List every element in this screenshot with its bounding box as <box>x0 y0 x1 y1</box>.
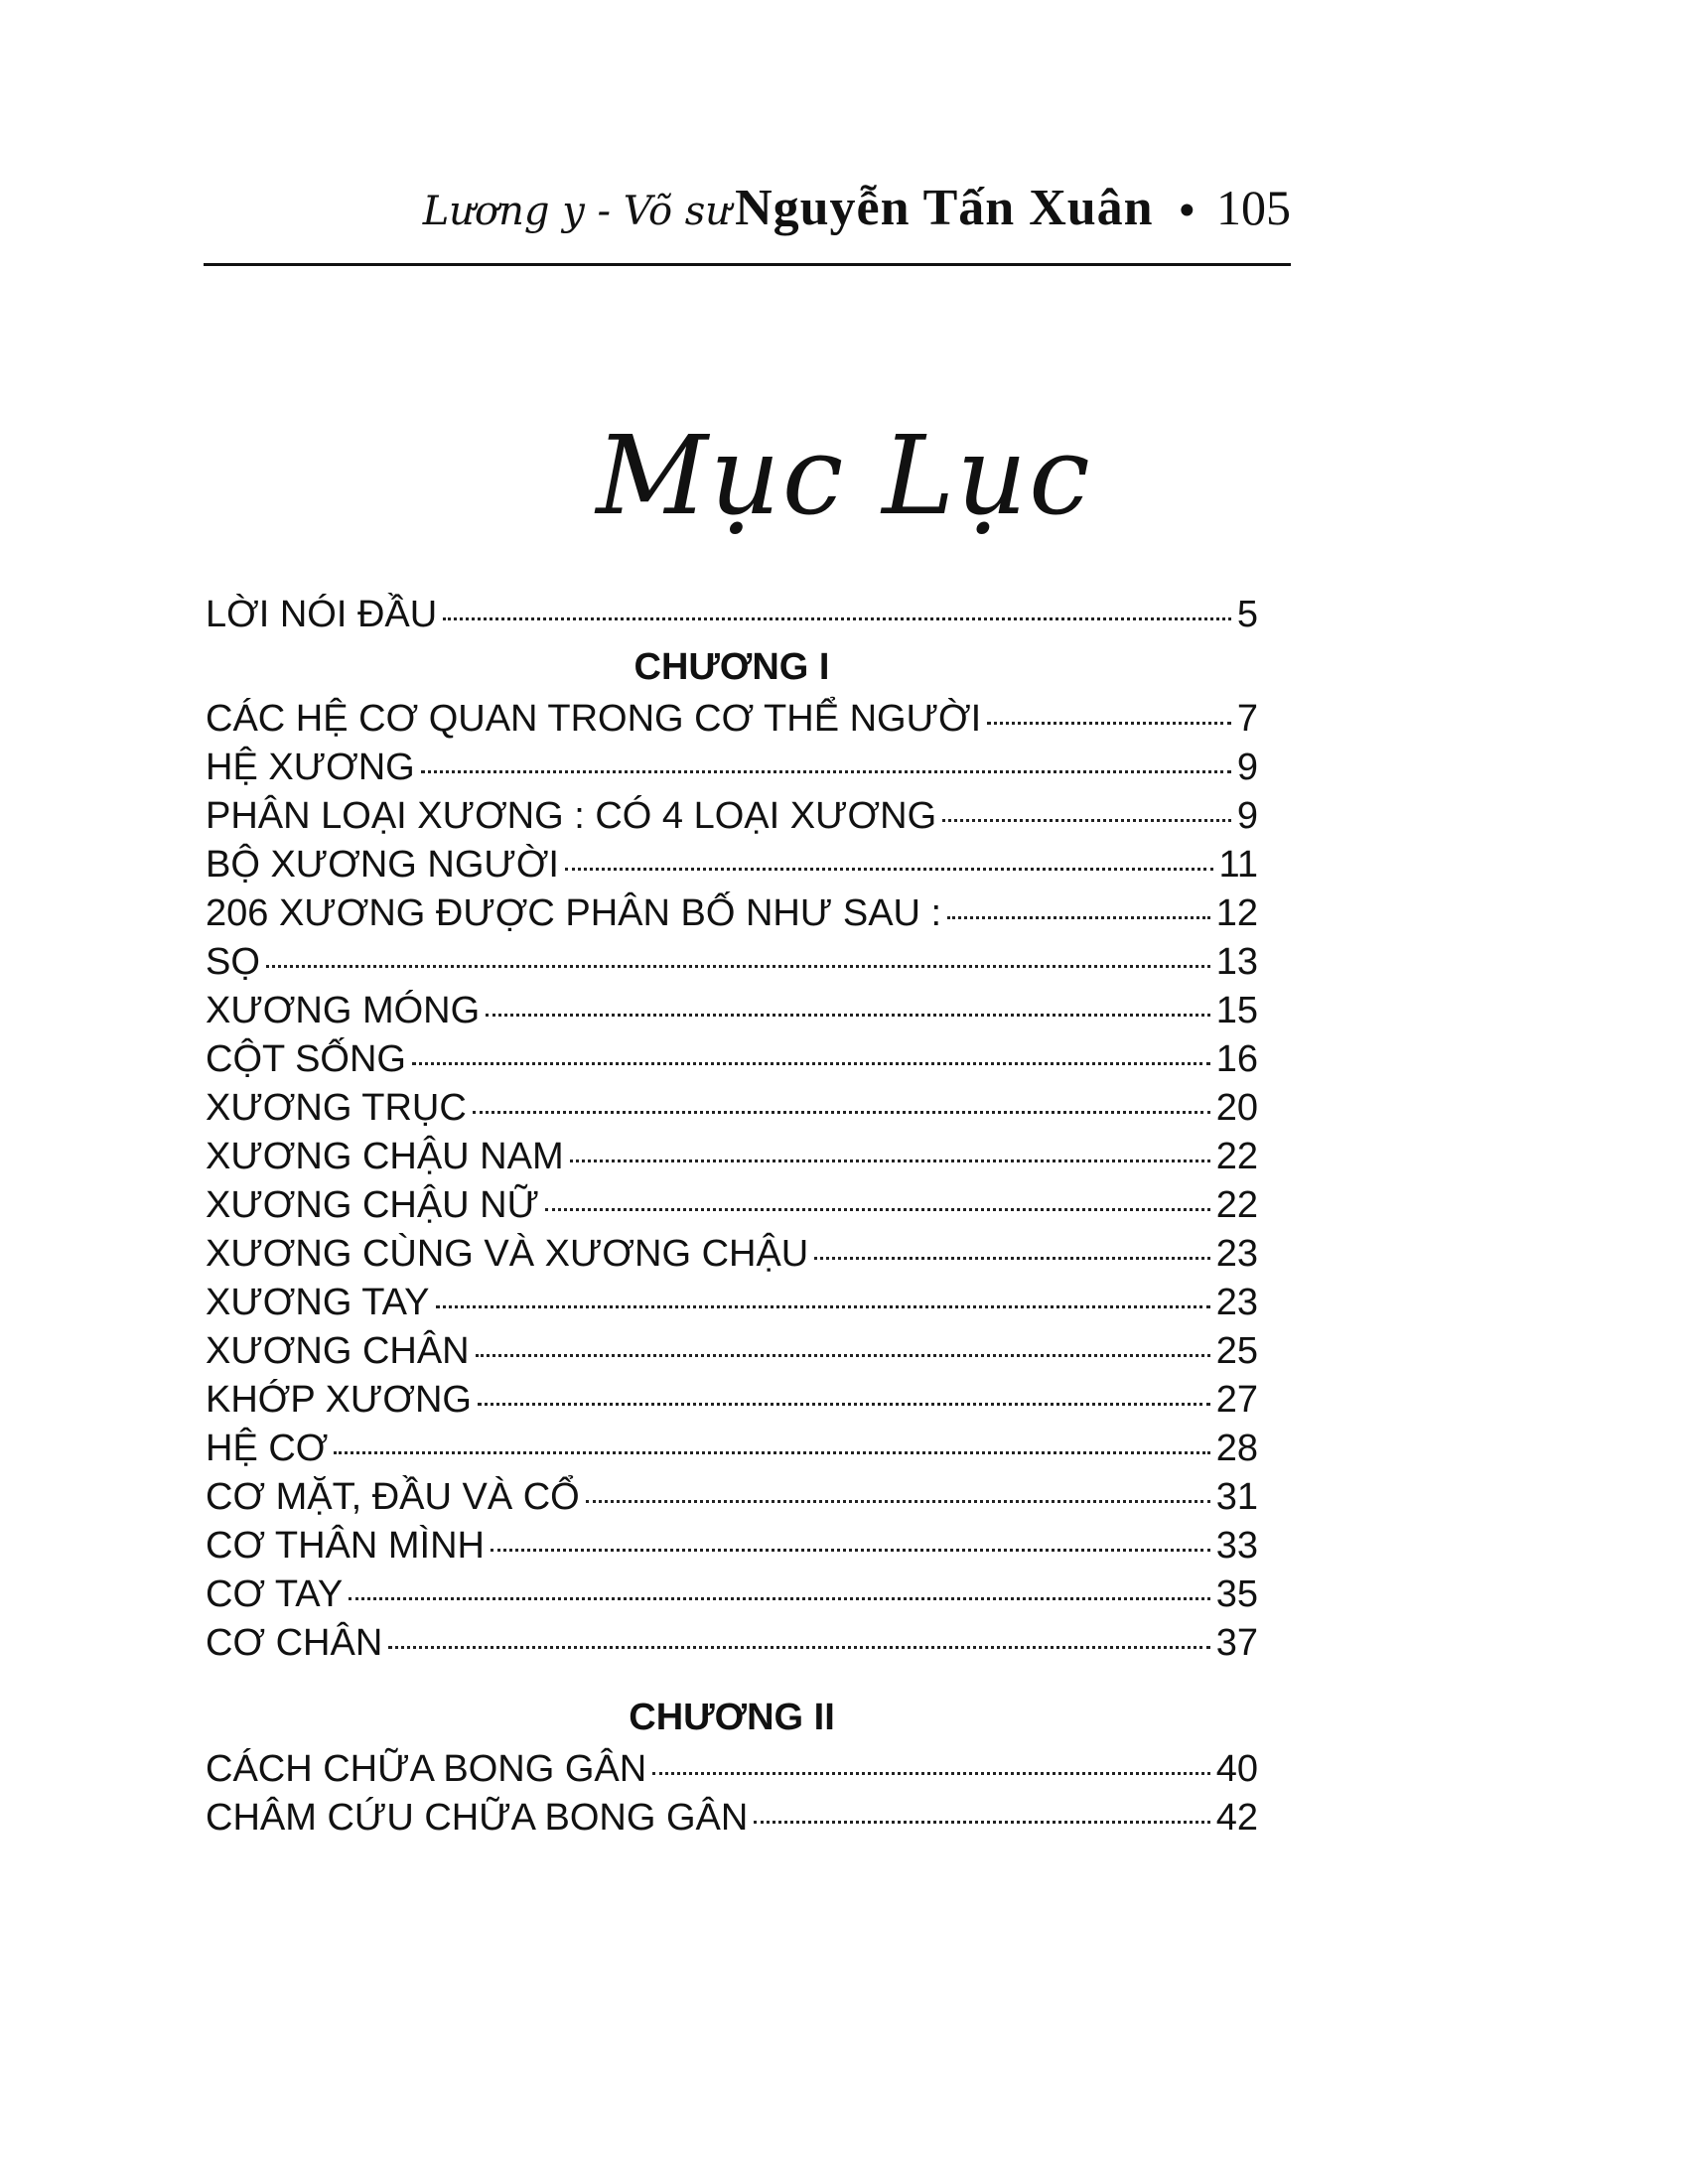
toc-entry-page: 40 <box>1215 1748 1258 1790</box>
toc-entry[interactable] <box>206 1473 1258 1522</box>
toc-entry-label: CƠ TAY <box>206 1573 344 1615</box>
toc-entry[interactable] <box>206 1230 1258 1279</box>
chapter-gap <box>206 1668 1258 1690</box>
chapter-2-entries <box>206 1745 1258 1843</box>
toc-entry-page: 42 <box>1215 1797 1258 1839</box>
dot-leader <box>570 1160 1210 1162</box>
toc-entry[interactable] <box>206 889 1258 938</box>
dot-leader <box>266 965 1210 968</box>
toc-entry-page: 22 <box>1215 1136 1258 1177</box>
chapter-heading-1: CHƯƠNG I <box>633 646 830 688</box>
toc-entry-page: 9 <box>1236 747 1258 788</box>
dot-leader <box>436 1305 1210 1308</box>
dot-leader <box>478 1403 1210 1406</box>
toc-entry[interactable] <box>206 1327 1258 1376</box>
toc-entry-page: 13 <box>1215 941 1258 983</box>
dot-leader <box>486 1014 1210 1017</box>
header-bullet: • <box>1179 186 1195 234</box>
toc-entry-label: CƠ THÂN MÌNH <box>206 1525 485 1567</box>
toc-entry-page: 9 <box>1236 795 1258 837</box>
dot-leader <box>421 770 1231 773</box>
toc-entry-intro[interactable] <box>206 591 1258 639</box>
toc-entry-label: XƯƠNG CÙNG VÀ XƯƠNG CHẬU <box>206 1233 809 1275</box>
toc-entry-page: 16 <box>1215 1038 1258 1080</box>
toc-entry-page: 22 <box>1215 1184 1258 1226</box>
chapter-1-entries <box>206 695 1258 1668</box>
toc-entry-label: CÁC HỆ CƠ QUAN TRONG CƠ THỂ NGƯỜI <box>206 698 982 740</box>
header-rule <box>204 263 1291 266</box>
dot-leader <box>491 1549 1210 1552</box>
toc-entry[interactable] <box>206 695 1258 744</box>
author-name: Nguyễn Tấn Xuân <box>735 180 1154 236</box>
toc-entry-page: 15 <box>1215 990 1258 1031</box>
toc-entry-label: LỜI NÓI ĐẦU <box>206 594 438 635</box>
toc-entry[interactable] <box>206 1035 1258 1084</box>
toc-entry[interactable] <box>206 1084 1258 1133</box>
toc-entry-page: 23 <box>1215 1282 1258 1323</box>
toc-entry[interactable] <box>206 1570 1258 1619</box>
dot-leader <box>947 916 1210 919</box>
toc-entry[interactable] <box>206 938 1258 987</box>
toc-entry-label: SỌ <box>206 941 260 983</box>
toc-entry-page: 33 <box>1215 1525 1258 1567</box>
toc-entry[interactable] <box>206 1745 1258 1794</box>
toc-entry[interactable] <box>206 744 1258 792</box>
toc-entry[interactable] <box>206 792 1258 841</box>
dot-leader <box>476 1354 1210 1357</box>
toc-entry-label: 206 XƯƠNG ĐƯỢC PHÂN BỐ NHƯ SAU : <box>206 892 942 934</box>
toc-entry[interactable] <box>206 841 1258 889</box>
dot-leader <box>334 1451 1209 1454</box>
dot-leader <box>412 1062 1210 1065</box>
dot-leader <box>754 1821 1209 1824</box>
dot-leader <box>586 1500 1210 1503</box>
toc-entry-page: 20 <box>1215 1087 1258 1129</box>
toc-entry[interactable] <box>206 1522 1258 1570</box>
toc-entry-label: XƯƠNG MÓNG <box>206 990 481 1031</box>
chapter-heading-2: CHƯƠNG II <box>629 1697 835 1738</box>
toc-entry[interactable] <box>206 1133 1258 1181</box>
dot-leader <box>987 722 1231 725</box>
toc-entry-page: 31 <box>1215 1476 1258 1518</box>
toc-entry-label: CHÂM CỨU CHỮA BONG GÂN <box>206 1797 749 1839</box>
dot-leader <box>443 617 1231 620</box>
toc-entry-label: KHỚP XƯƠNG <box>206 1379 472 1421</box>
toc-entry-label: HỆ XƯƠNG <box>206 747 415 788</box>
toc-entry[interactable] <box>206 1619 1258 1668</box>
toc-entry-page: 7 <box>1236 698 1258 740</box>
toc-entry[interactable] <box>206 1279 1258 1327</box>
toc-entry-page: 35 <box>1215 1573 1258 1615</box>
toc-entry[interactable] <box>206 1376 1258 1425</box>
toc-entry-label: BỘ XƯƠNG NGƯỜI <box>206 844 559 886</box>
toc-entry-page: 28 <box>1215 1428 1258 1469</box>
dot-leader <box>942 819 1231 822</box>
table-of-contents <box>206 591 1258 1843</box>
toc-entry-label: CƠ CHÂN <box>206 1622 383 1664</box>
page-number: 105 <box>1216 180 1291 235</box>
dot-leader <box>565 868 1213 871</box>
toc-entry[interactable] <box>206 1181 1258 1230</box>
toc-entry-label: XƯƠNG TRỤC <box>206 1087 467 1129</box>
page-title: Mục Lục <box>596 412 1092 539</box>
toc-entry-page: 37 <box>1215 1622 1258 1664</box>
toc-entry-page: 5 <box>1236 594 1258 635</box>
author-prefix: Lương y - Võ sư <box>422 189 732 234</box>
toc-entry-page: 27 <box>1215 1379 1258 1421</box>
dot-leader <box>652 1772 1210 1775</box>
toc-entry-label: XƯƠNG CHẬU NAM <box>206 1136 564 1177</box>
dot-leader <box>814 1257 1209 1260</box>
dot-leader <box>349 1597 1210 1600</box>
running-header <box>204 167 1291 266</box>
dot-leader <box>545 1208 1210 1211</box>
toc-entry-label: CỘT SỐNG <box>206 1038 406 1080</box>
toc-entry-label: PHÂN LOẠI XƯƠNG : CÓ 4 LOẠI XƯƠNG <box>206 795 937 837</box>
dot-leader <box>388 1646 1209 1649</box>
toc-entry[interactable] <box>206 987 1258 1035</box>
toc-entry-page: 12 <box>1215 892 1258 934</box>
toc-entry-label: XƯƠNG TAY <box>206 1282 430 1323</box>
toc-entry-label: XƯƠNG CHẬU NỮ <box>206 1184 540 1226</box>
toc-entry-label: XƯƠNG CHÂN <box>206 1330 470 1372</box>
toc-entry-label: CƠ MẶT, ĐẦU VÀ CỔ <box>206 1476 580 1518</box>
toc-entry[interactable] <box>206 1425 1258 1473</box>
toc-entry[interactable] <box>206 1794 1258 1843</box>
toc-entry-label: HỆ CƠ <box>206 1428 329 1469</box>
running-header-text <box>423 179 1291 237</box>
toc-entry-page: 25 <box>1215 1330 1258 1372</box>
toc-entry-label: CÁCH CHỮA BONG GÂN <box>206 1748 647 1790</box>
toc-entry-page: 23 <box>1215 1233 1258 1275</box>
dot-leader <box>473 1111 1210 1114</box>
toc-entry-page: 11 <box>1218 844 1258 886</box>
